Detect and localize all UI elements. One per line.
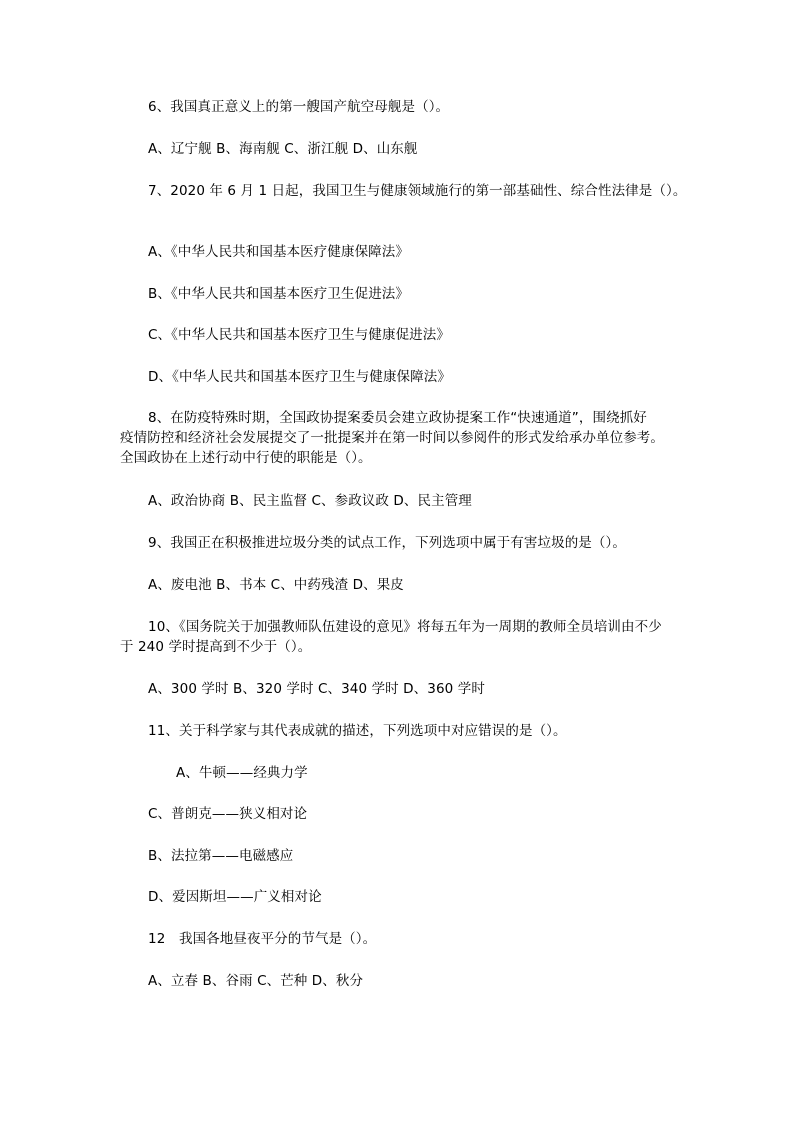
question-10-stem (120, 617, 680, 657)
question-7-option-b: B、《中华人民共和国基本医疗卫生促进法》 (148, 286, 410, 302)
question-8-stem-line-1: 8、在防疫特殊时期，全国政协提案委员会建立政协提案工作“快速通道”，围绕抓好 (148, 410, 647, 426)
question-8-stem-line-2: 疫情防控和经济社会发展提交了一批提案并在第一时间以参阅件的形式发给承办单位参考。 (120, 430, 664, 446)
question-10-stem-line-2: 于 240 学时提高到不少于（）。 (120, 639, 312, 655)
question-11-option-c: C、普朗克——狭义相对论 (148, 806, 308, 822)
question-10-stem-line-1: 10、《国务院关于加强教师队伍建设的意见》将每五年为一周期的教师全员培训由不少 (148, 619, 662, 635)
question-8-options: A、政治协商 B、民主监督 C、参政议政 D、民主管理 (148, 493, 472, 509)
question-8-stem-line-3: 全国政协在上述行动中行使的职能是（）。 (120, 450, 372, 466)
question-9-stem: 9、我国正在积极推进垃圾分类的试点工作，下列选项中属于有害垃圾的是（）。 (148, 535, 626, 551)
question-11-stem: 11、关于科学家与其代表成就的描述，下列选项中对应错误的是（）。 (148, 723, 567, 739)
question-7-option-d: D、《中华人民共和国基本医疗卫生与健康保障法》 (148, 369, 451, 385)
question-10-options: A、300 学时 B、320 学时 C、340 学时 D、360 学时 (148, 681, 485, 697)
question-6-stem: 6、我国真正意义上的第一艘国产航空母舰是（）。 (148, 99, 450, 115)
question-8-stem (120, 408, 680, 468)
question-12-options: A、立春 B、谷雨 C、芒种 D、秋分 (148, 973, 364, 989)
question-12-stem: 12 我国各地昼夜平分的节气是（）。 (148, 931, 377, 947)
question-11-option-d: D、爱因斯坦——广义相对论 (148, 889, 322, 905)
question-7-option-c: C、《中华人民共和国基本医疗卫生与健康促进法》 (148, 327, 450, 343)
question-11-option-a: A、牛顿——经典力学 (176, 765, 308, 781)
question-7-option-a: A、《中华人民共和国基本医疗健康保障法》 (148, 244, 409, 260)
question-11-option-b: B、法拉第——电磁感应 (148, 848, 294, 864)
question-7-stem: 7、2020 年 6 月 1 日起，我国卫生与健康领域施行的第一部基础性、综合性法律是（）。 (148, 183, 687, 199)
question-6-options: A、辽宁舰 B、海南舰 C、浙江舰 D、山东舰 (148, 141, 418, 157)
question-9-options: A、废电池 B、书本 C、中药残渣 D、果皮 (148, 577, 404, 593)
